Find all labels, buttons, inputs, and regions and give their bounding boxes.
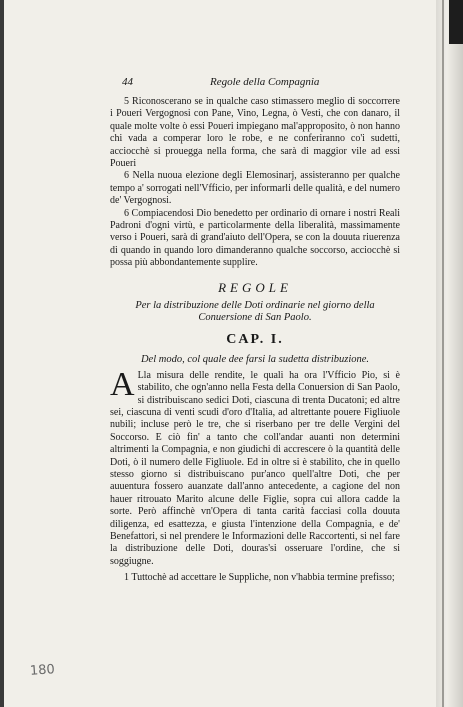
book-page: [4, 0, 436, 707]
main-paragraph: Lla misura delle rendite, le quali ha ora l'Vfficio Pio, si è stabilito, che ogn'anno nella Festa della Conuersion di San Paolo, si distribuiscano sedici Doti, ciascuna di trenta Ducatoni; ed altre sei, ciascuna di venti scudi d'oro d'Italia, ad altrettante pouere Figliuole nubili; incluse però le tre, che si riserbano per tre delle Vergini del Soccorso. E ciò fin' a tanto che coll'andar auanti non determini altrimenti la Compagnia, e non giudichi di accrescere ò la quantità delle Doti, ò il numero delle Figliuole. Ed in oltre si è stabilito, che in quello stesso giorno si distribuiscano pur'anco quell'altre Doti, che per auuentura fossero auanzate dall'anno antecedente, a cagione del non hauer ritrouato Marito alcune delle Figlie, sopra cui allora cadde la sorte. Però affinchè vn'Opera di tanta carità facciasi colla douuta diligenza, ed esattezza, e giusta l'intenzione della Compagnia, e de' Benefattori, si nel prendere le Informazioni delle Raccortenti, si nel fare la distribuzione delle Doti, douras'si osseruare l'ordine, che si soggiugne.: [110, 369, 400, 567]
page-content: [110, 76, 400, 595]
drop-cap: A: [110, 365, 135, 403]
paragraph-5: 5 Riconoscerano se in qualche caso stimassero meglio di soccorrere i Poueri Vergognosi con Pane, Vino, Legna, ò Vesti, che con danaro, il quale molte volte ò essi Poueri impiegano mal'approposito, ò non hanno chi vada a comperar loro le robe, e ne conferiranno co'i sudetti, acciocchè si prouegga nella forma, che sarà di maggior vile ad essi Poueri: [110, 96, 400, 170]
section-title: REGOLE: [218, 279, 292, 295]
section-subtitle: Per la distribuzione delle Doti ordinarie nel giorno della Conuersione di San Paolo.: [135, 299, 375, 324]
running-title: Regole della Compagnia: [210, 76, 320, 88]
adjacent-page-edge: [436, 0, 463, 707]
paragraph-6a: 6 Nella nuoua elezione degli Elemosinarj, assisteranno per qualche tempo a' sorrogati nell'Vfficio, per informarli delle qualità, e del numero de' Vergognosi.: [110, 170, 400, 207]
main-paragraph-block: [110, 365, 400, 569]
running-header: [110, 76, 400, 92]
rule-1-line: 1 Tuttochè ad accettare le Suppliche, non v'habbia termine prefisso;: [124, 572, 395, 584]
page-edge-line: [442, 0, 444, 707]
chapter-heading: CAP. I.: [226, 331, 284, 347]
dark-corner: [449, 0, 463, 44]
handwritten-margin-note: 180: [29, 662, 56, 679]
paragraph-6b: 6 Compiacendosi Dio benedetto per ordinario di ornare i nostri Reali Padroni d'ogni virtù, e particolarmente della liberalità, massimamente verso i Poueri, sarà di grand'aiuto dell'Opera, se con la douuta riuerenza di quando in quando loro dimanderanno qualche soccorso, acciocchè si possa più abbondantemente supplire.: [110, 207, 400, 269]
page-number: 44: [122, 76, 133, 88]
chapter-subtitle: Del modo, col quale dee farsi la sudetta distribuzione.: [140, 353, 370, 365]
